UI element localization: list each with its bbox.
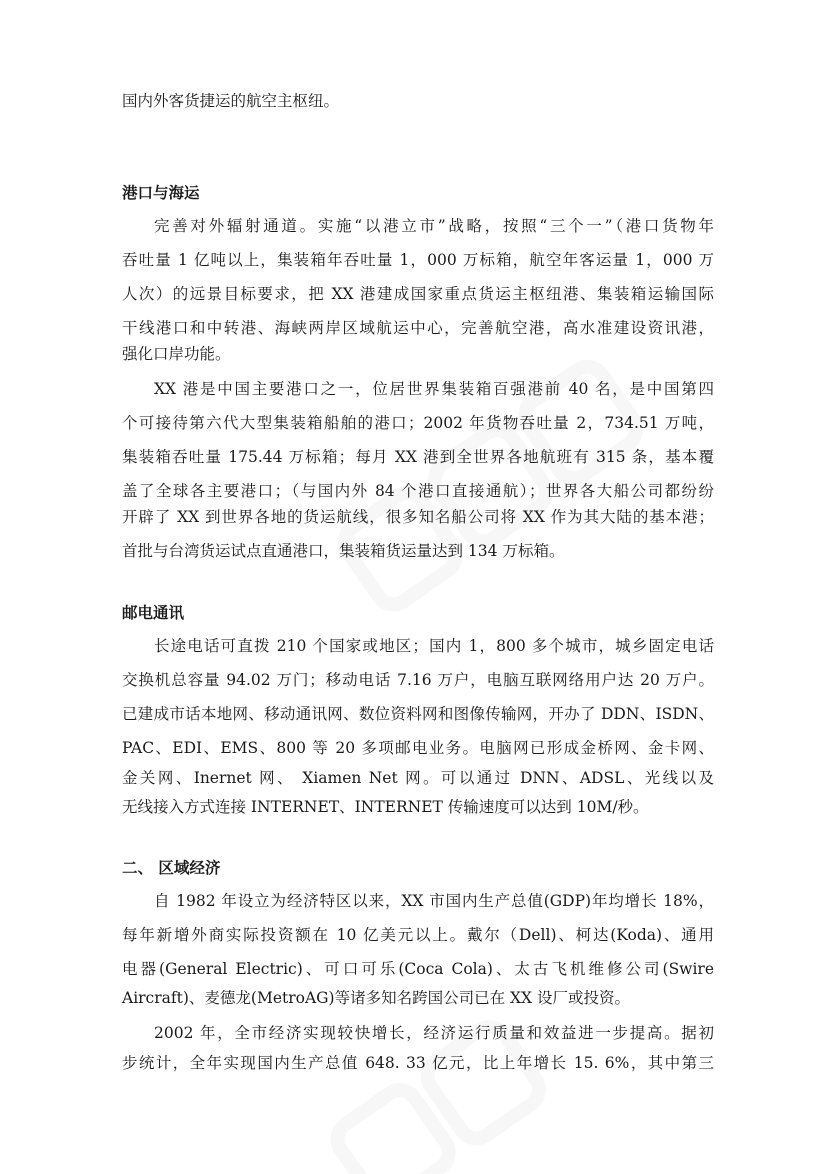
economy-line: 2002 年，全市经济实现较快增长，经济运行质量和效益进一步提高。据初 (154, 1024, 714, 1042)
ports-line: 首批与台湾货运试点直通港口，集装箱货运量达到 134 万标箱。 (122, 542, 565, 560)
ports-line: 强化口岸功能。 (122, 345, 231, 363)
ports-line: 吞吐量 1 亿吨以上，集装箱年吞吐量 1，000 万标箱，航空年客运量 1，000 万 (122, 251, 714, 269)
ports-line: 完善对外辐射通道。实施“以港立市”战略，按照“三个一”（港口货物年 (154, 217, 714, 235)
ports-line: 盖了全球各主要港口；（与国内外 84 个港口直接通航）；世界各大船公司都纷纷 (122, 482, 714, 500)
ports-line: 干线港口和中转港、海峡两岸区域航运中心，完善航空港，高水准建设资讯港， (122, 319, 714, 337)
telecom-line: 长途电话可直拨 210 个国家或地区；国内 1，800 多个城市，城乡固定电话 (154, 637, 714, 655)
economy-line: 自 1982 年设立为经济特区以来，XX 市国内生产总值(GDP)年均增长 18%， (154, 892, 714, 910)
ports-line: 集装箱吞吐量 175.44 万标箱；每月 XX 港到全世界各地航班有 315 条，基本覆 (122, 448, 714, 466)
ports-line: 人次）的远景目标要求，把 XX 港建成国家重点货运主枢纽港、集装箱运输国际 (122, 285, 714, 303)
telecom-line: 交换机总容量 94.02 万门；移动电话 7.16 万户，电脑互联网络用户达 20 万户。 (122, 671, 714, 689)
ports-line: XX 港是中国主要港口之一，位居世界集装箱百强港前 40 名，是中国第四 (154, 380, 714, 398)
intro-tail-line: 国内外客货捷运的航空主枢纽。 (122, 92, 340, 110)
economy-line: Aircraft)、麦德龙(MetroAG)等诸多知名跨国公司已在 XX 设厂或投资。 (122, 989, 631, 1007)
economy-line: 电器(General Electric)、可口可乐(Coca Cola)、太古飞机维修公司(Swire (122, 960, 714, 978)
economy-line: 步统计，全年实现国内生产总值 648. 33 亿元，比上年增长 15. 6%，其中第三 (122, 1054, 714, 1072)
telecom-line: 无线接入方式连接 INTERNET、INTERNET 传输速度可以达到 10M/秒。 (122, 798, 649, 816)
telecom-line: PAC、EDI、EMS、800 等 20 多项邮电业务。电脑网已形成金桥网、金卡网、 (122, 739, 714, 757)
telecom-line: 已建成市话本地网、移动通讯网、数位资料网和图像传输网，开办了 DDN、ISDN、 (122, 705, 714, 723)
ports-heading: 港口与海运 (122, 183, 200, 202)
telecom-heading: 邮电通讯 (122, 603, 185, 622)
economy-heading: 二、 区域经济 (122, 858, 221, 877)
economy-line: 每年新增外商实际投资额在 10 亿美元以上。戴尔（Dell)、柯达(Koda)、通用 (122, 926, 714, 944)
ports-line: 个可接待第六代大型集装箱船舶的港口；2002 年货物吞吐量 2，734.51 万吨， (122, 414, 714, 432)
telecom-line: 金关网、Inernet 网、 Xiamen Net 网。可以通过 DNN、ADSL、光线以及 (122, 769, 714, 787)
ports-line: 开辟了 XX 到世界各地的货运航线，很多知名船公司将 XX 作为其大陆的基本港； (122, 508, 714, 526)
